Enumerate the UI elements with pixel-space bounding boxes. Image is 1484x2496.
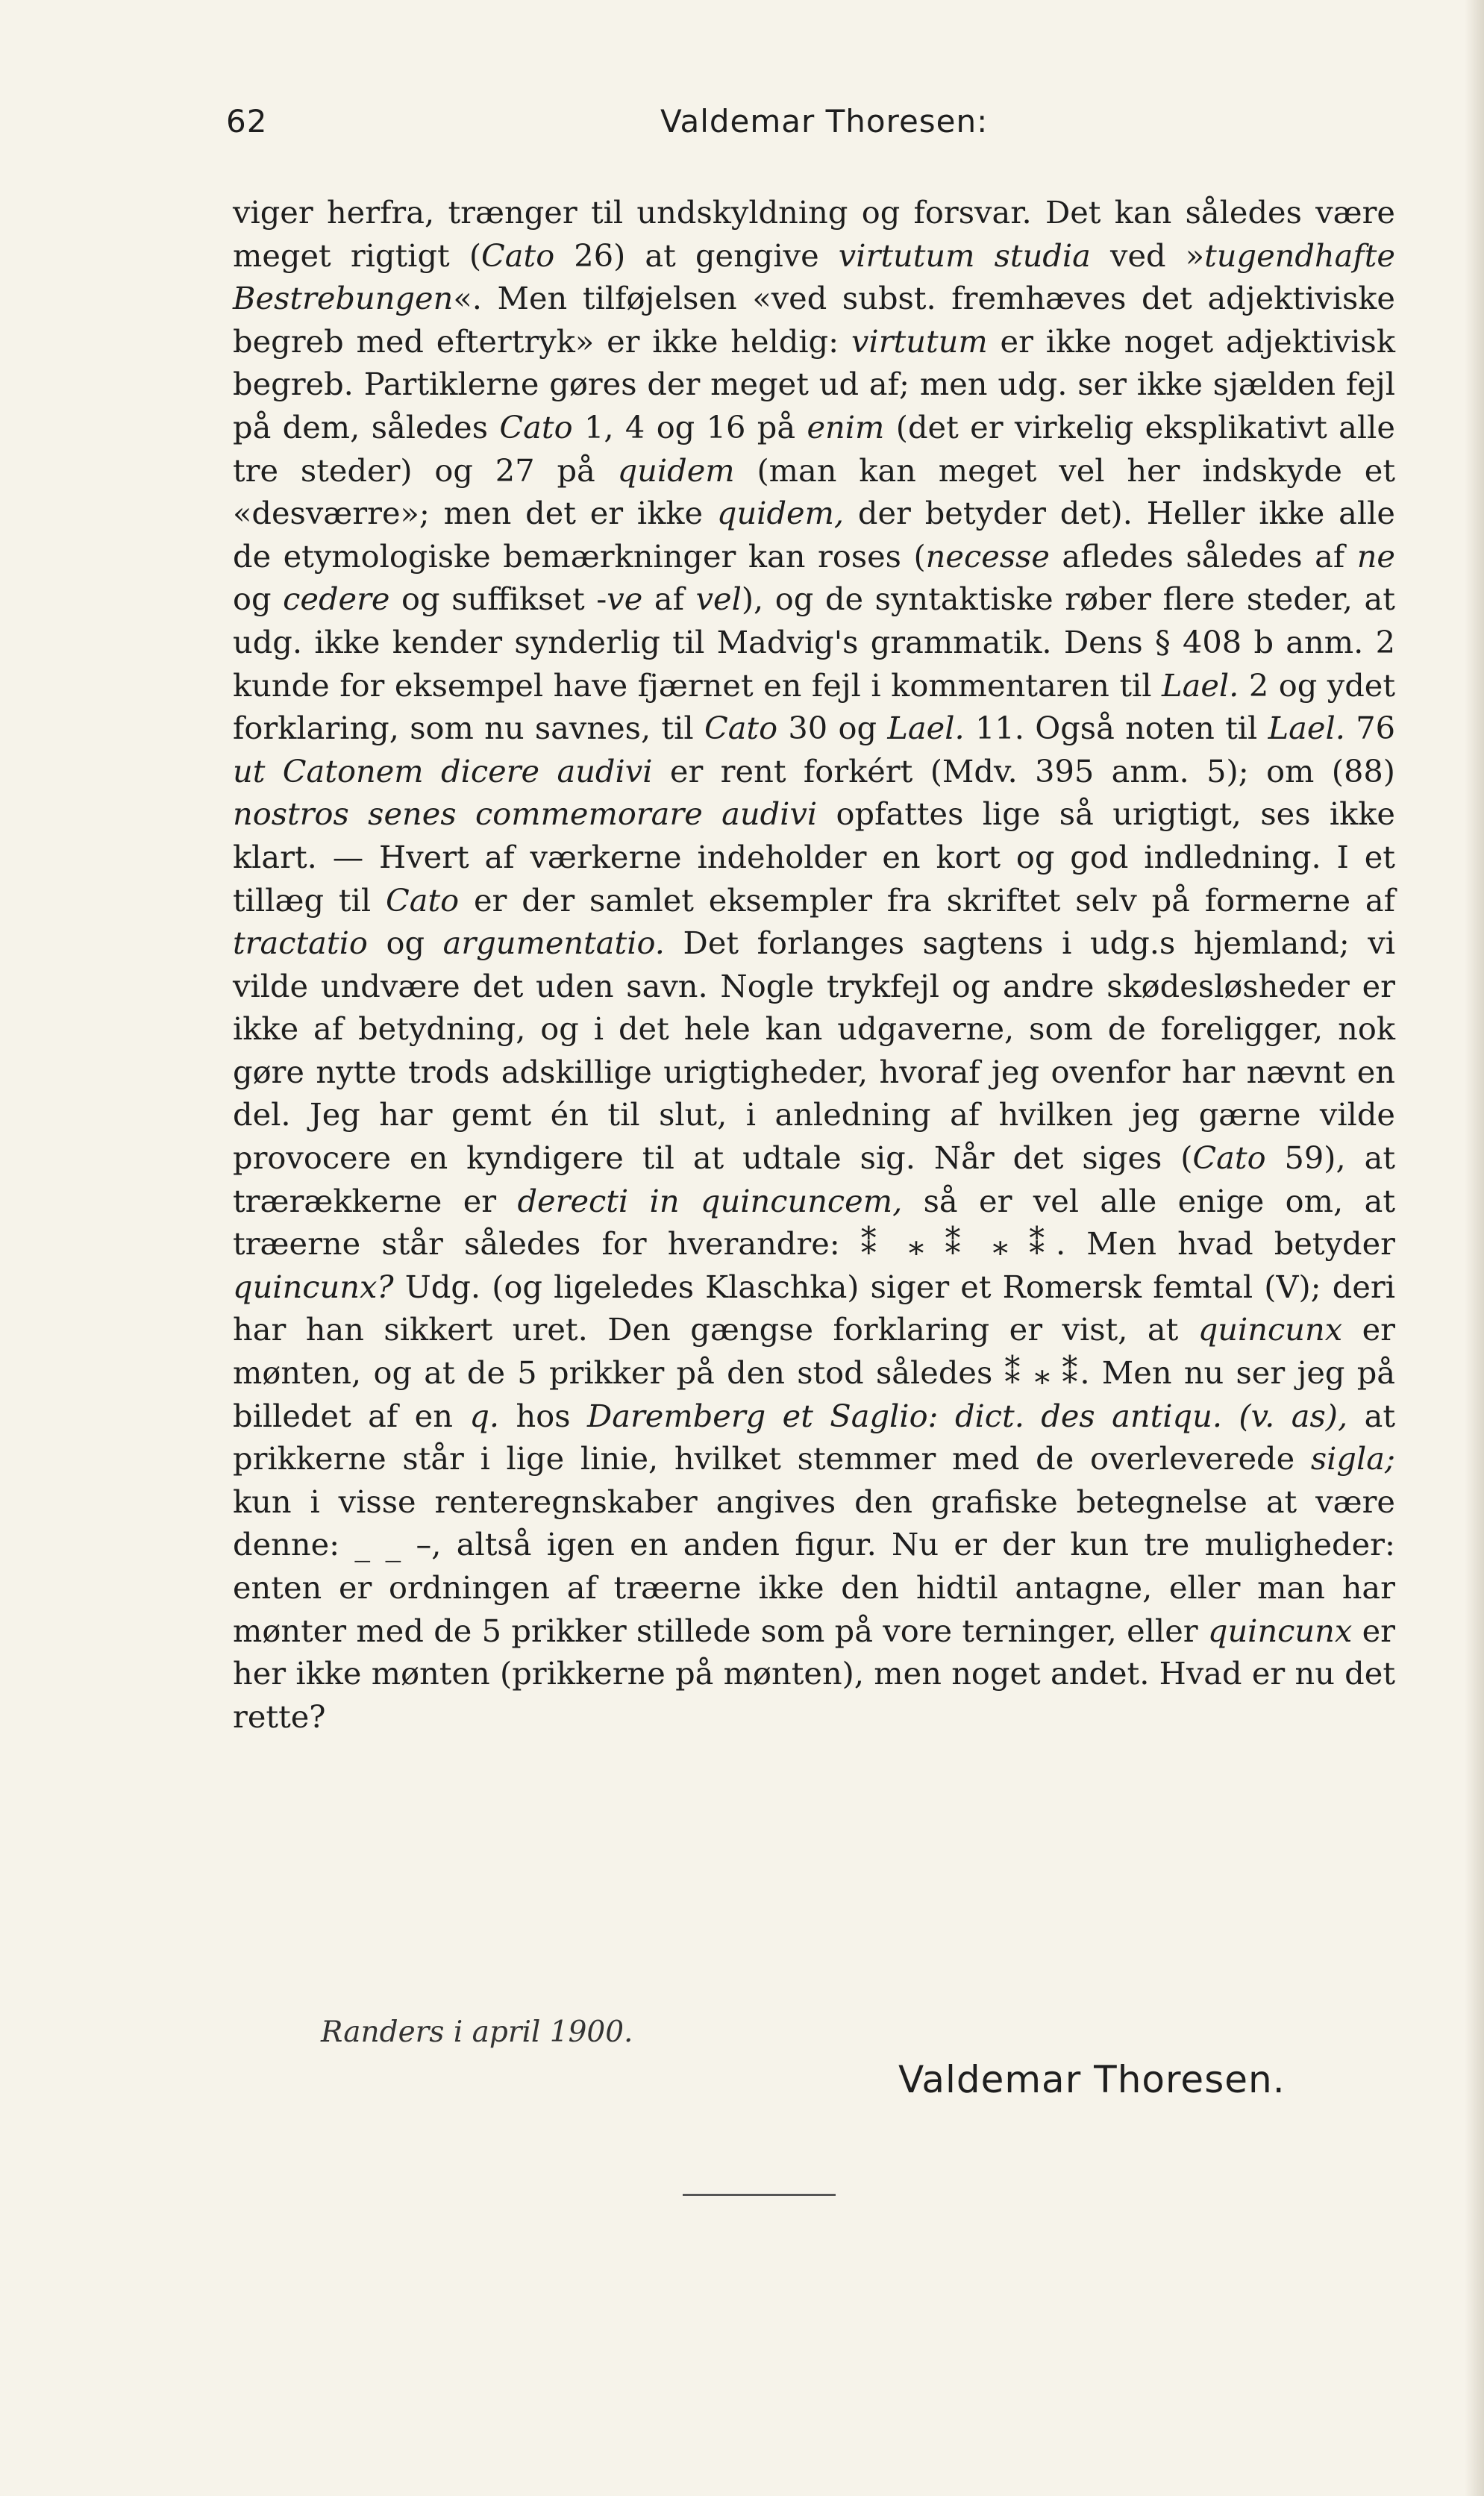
section-divider bbox=[683, 2194, 836, 2196]
author-signature: Valdemar Thoresen. bbox=[898, 2058, 1286, 2101]
article-body bbox=[233, 191, 1395, 1738]
dateline: Randers i april 1900. bbox=[321, 2015, 633, 2049]
page-number: 62 bbox=[226, 103, 268, 140]
body-paragraph: viger herfra, trænger til undskyldning og forsvar. Det kan således være meget rigtigt (Cato 26) at gengive virtutum studia ved »tugendhafte Bestrebungen«. Men tilføjelsen «ved subst. fremhæves det adjektiviske begreb med eftertryk» er ikke heldig: virtutum er ikke noget adjektivisk begreb. Partiklerne gøres der meget ud af; men udg. ser ikke sjælden fejl på dem, således Cato 1, 4 og 16 på enim (det er virkelig eksplikativt alle tre steder) og 27 på quidem (man kan meget vel her indskyde et «desværre»; men det er ikke quidem, der betyder det). Heller ikke alle de etymologiske bemærkninger kan roses (necesse afledes således af ne og cedere og suffikset -ve af vel), og de syntaktiske røber flere steder, at udg. ikke kender synderlig til Madvig's grammatik. Dens § 408 b anm. 2 kunde for eksempel have fjærnet en fejl i kommentaren til Lael. 2 og ydet forklaring, som nu savnes, til Cato 30 og Lael. 11. Også noten til Lael. 76 ut Catonem dicere audivi er rent forkért (Mdv. 395 anm. 5); om (88) nostros senes commemorare audivi opfattes lige så urigtigt, ses ikke klart. — Hvert af værkerne indeholder en kort og god indledning. I et tillæg til Cato er der samlet eksempler fra skriftet selv på formerne af tractatio og argumentatio. Det forlanges sagtens i udg.s hjemland; vi vilde undvære det uden savn. Nogle trykfejl og andre skødesløsheder er ikke af betydning, og i det hele kan udgaverne, som de foreligger, nok gøre nytte trods adskillige urigtigheder, hvoraf jeg ovenfor har nævnt en del. Jeg har gemt én til slut, i anledning af hvilken jeg gærne vilde provocere en kyndigere til at udtale sig. Når det siges (Cato 59), at trærækkerne er derecti in quincuncem, så er vel alle enige om, at træerne står således for hverandre: ⁑ ⁎ ⁑ ⁎ ⁑. Men hvad betyder quincunx? Udg. (og ligeledes Klaschka) siger et Romersk femtal (V); deri har han sikkert uret. Den gængse forklaring er vist, at quincunx er mønten, og at de 5 prikker på den stod således ⁑ ⁎ ⁑. Men nu ser jeg på billedet af en q. hos Daremberg et Saglio: dict. des antiqu. (v. as), at prikkerne står i lige linie, hvilket stemmer med de overleverede sigla; kun i visse renteregnskaber angives den grafiske betegnelse at være denne: _ _ –, altså igen en anden figur. Nu er der kun tre muligheder: enten er ordningen af træerne ikke den hidtil antagne, eller man har mønter med de 5 prikker stillede som på vore terninger, eller quincunx er her ikke mønten (prikkerne på mønten), men noget andet. Hvad er nu det rette? bbox=[233, 194, 1396, 1735]
running-head: Valdemar Thoresen: bbox=[660, 103, 989, 140]
page-header bbox=[226, 103, 1345, 151]
page-edge-shadow bbox=[1465, 0, 1484, 2496]
